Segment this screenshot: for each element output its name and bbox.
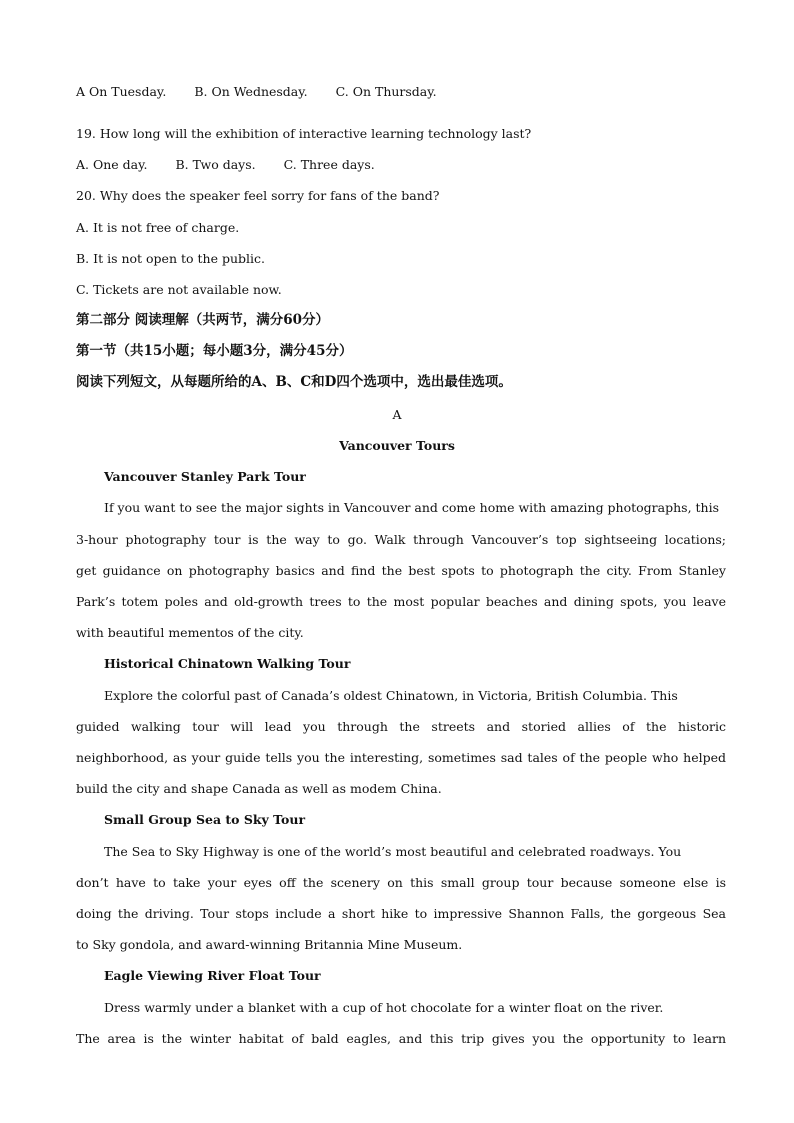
paragraph-line: The area is the winter habitat of bald eagles, and this trip gives you the opportunity to learn [76, 1031, 726, 1046]
paragraph-line: neighborhood, as your guide tells you the interesting, sometimes sad tales of the people who helped [76, 750, 726, 765]
q19-question: 19. How long will the exhibition of interactive learning technology last? [76, 126, 532, 141]
paragraph-line: Park’s totem poles and old-growth trees to the most popular beaches and dining spots, you leave [76, 594, 726, 609]
q18-option-a: A On Tuesday. [76, 84, 167, 99]
paragraph-line: guided walking tour will lead you through the streets and storied allies of the historic [76, 719, 726, 734]
paragraph-line: with beautiful mementos of the city. [76, 625, 304, 640]
q20-option-b: B. It is not open to the public. [76, 251, 265, 266]
paragraph-line: If you want to see the major sights in Vancouver and come home with amazing photographs, this [104, 500, 720, 515]
tour-heading-sea-to-sky: Small Group Sea to Sky Tour [104, 812, 306, 827]
sub-title: 第一节（共15小题；每小题3分，满分45分） [76, 343, 353, 359]
paragraph-line: The Sea to Sky Highway is one of the world’s most beautiful and celebrated roadways. You [104, 844, 682, 859]
q18-option-b: B. On Wednesday. [194, 84, 308, 99]
q18-options [76, 83, 437, 101]
tour-heading-chinatown: Historical Chinatown Walking Tour [104, 656, 351, 671]
passage-letter: A [392, 407, 402, 422]
paragraph-line: don’t have to take your eyes off the scenery on this small group tour because someone else is [76, 875, 726, 890]
q19-options [76, 156, 375, 174]
q20-option-a: A. It is not free of charge. [76, 220, 240, 235]
q18-option-c: C. On Thursday. [335, 84, 437, 99]
instruction: 阅读下列短文，从每题所给的A、B、C和D四个选项中，选出最佳选项。 [76, 374, 512, 390]
part-title: 第二部分 阅读理解（共两节，满分60分） [76, 312, 329, 328]
paragraph-line: Dress warmly under a blanket with a cup of hot chocolate for a winter float on the river. [104, 1000, 664, 1015]
paragraph-line: Explore the colorful past of Canada’s oldest Chinatown, in Victoria, British Columbia. This [104, 688, 678, 703]
paragraph-line: to Sky gondola, and award-winning Britannia Mine Museum. [76, 937, 463, 952]
paragraph-line: build the city and shape Canada as well as modem China. [76, 781, 442, 796]
q19-option-a: A. One day. [76, 157, 148, 172]
paragraph-line: get guidance on photography basics and find the best spots to photograph the city. From Stanley [76, 563, 726, 578]
paragraph-line: 3-hour photography tour is the way to go. Walk through Vancouver’s top sightseeing locations; [76, 532, 726, 547]
q19-option-b: B. Two days. [175, 157, 256, 172]
tour-heading-eagle-viewing: Eagle Viewing River Float Tour [104, 968, 321, 983]
paragraph-line: doing the driving. Tour stops include a short hike to impressive Shannon Falls, the gorgeous Sea [76, 906, 726, 921]
q20-option-c: C. Tickets are not available now. [76, 282, 282, 297]
passage-title: Vancouver Tours [339, 438, 455, 453]
q20-question: 20. Why does the speaker feel sorry for fans of the band? [76, 188, 440, 203]
q19-option-c: C. Three days. [283, 157, 375, 172]
tour-heading-stanley-park: Vancouver Stanley Park Tour [104, 469, 306, 484]
